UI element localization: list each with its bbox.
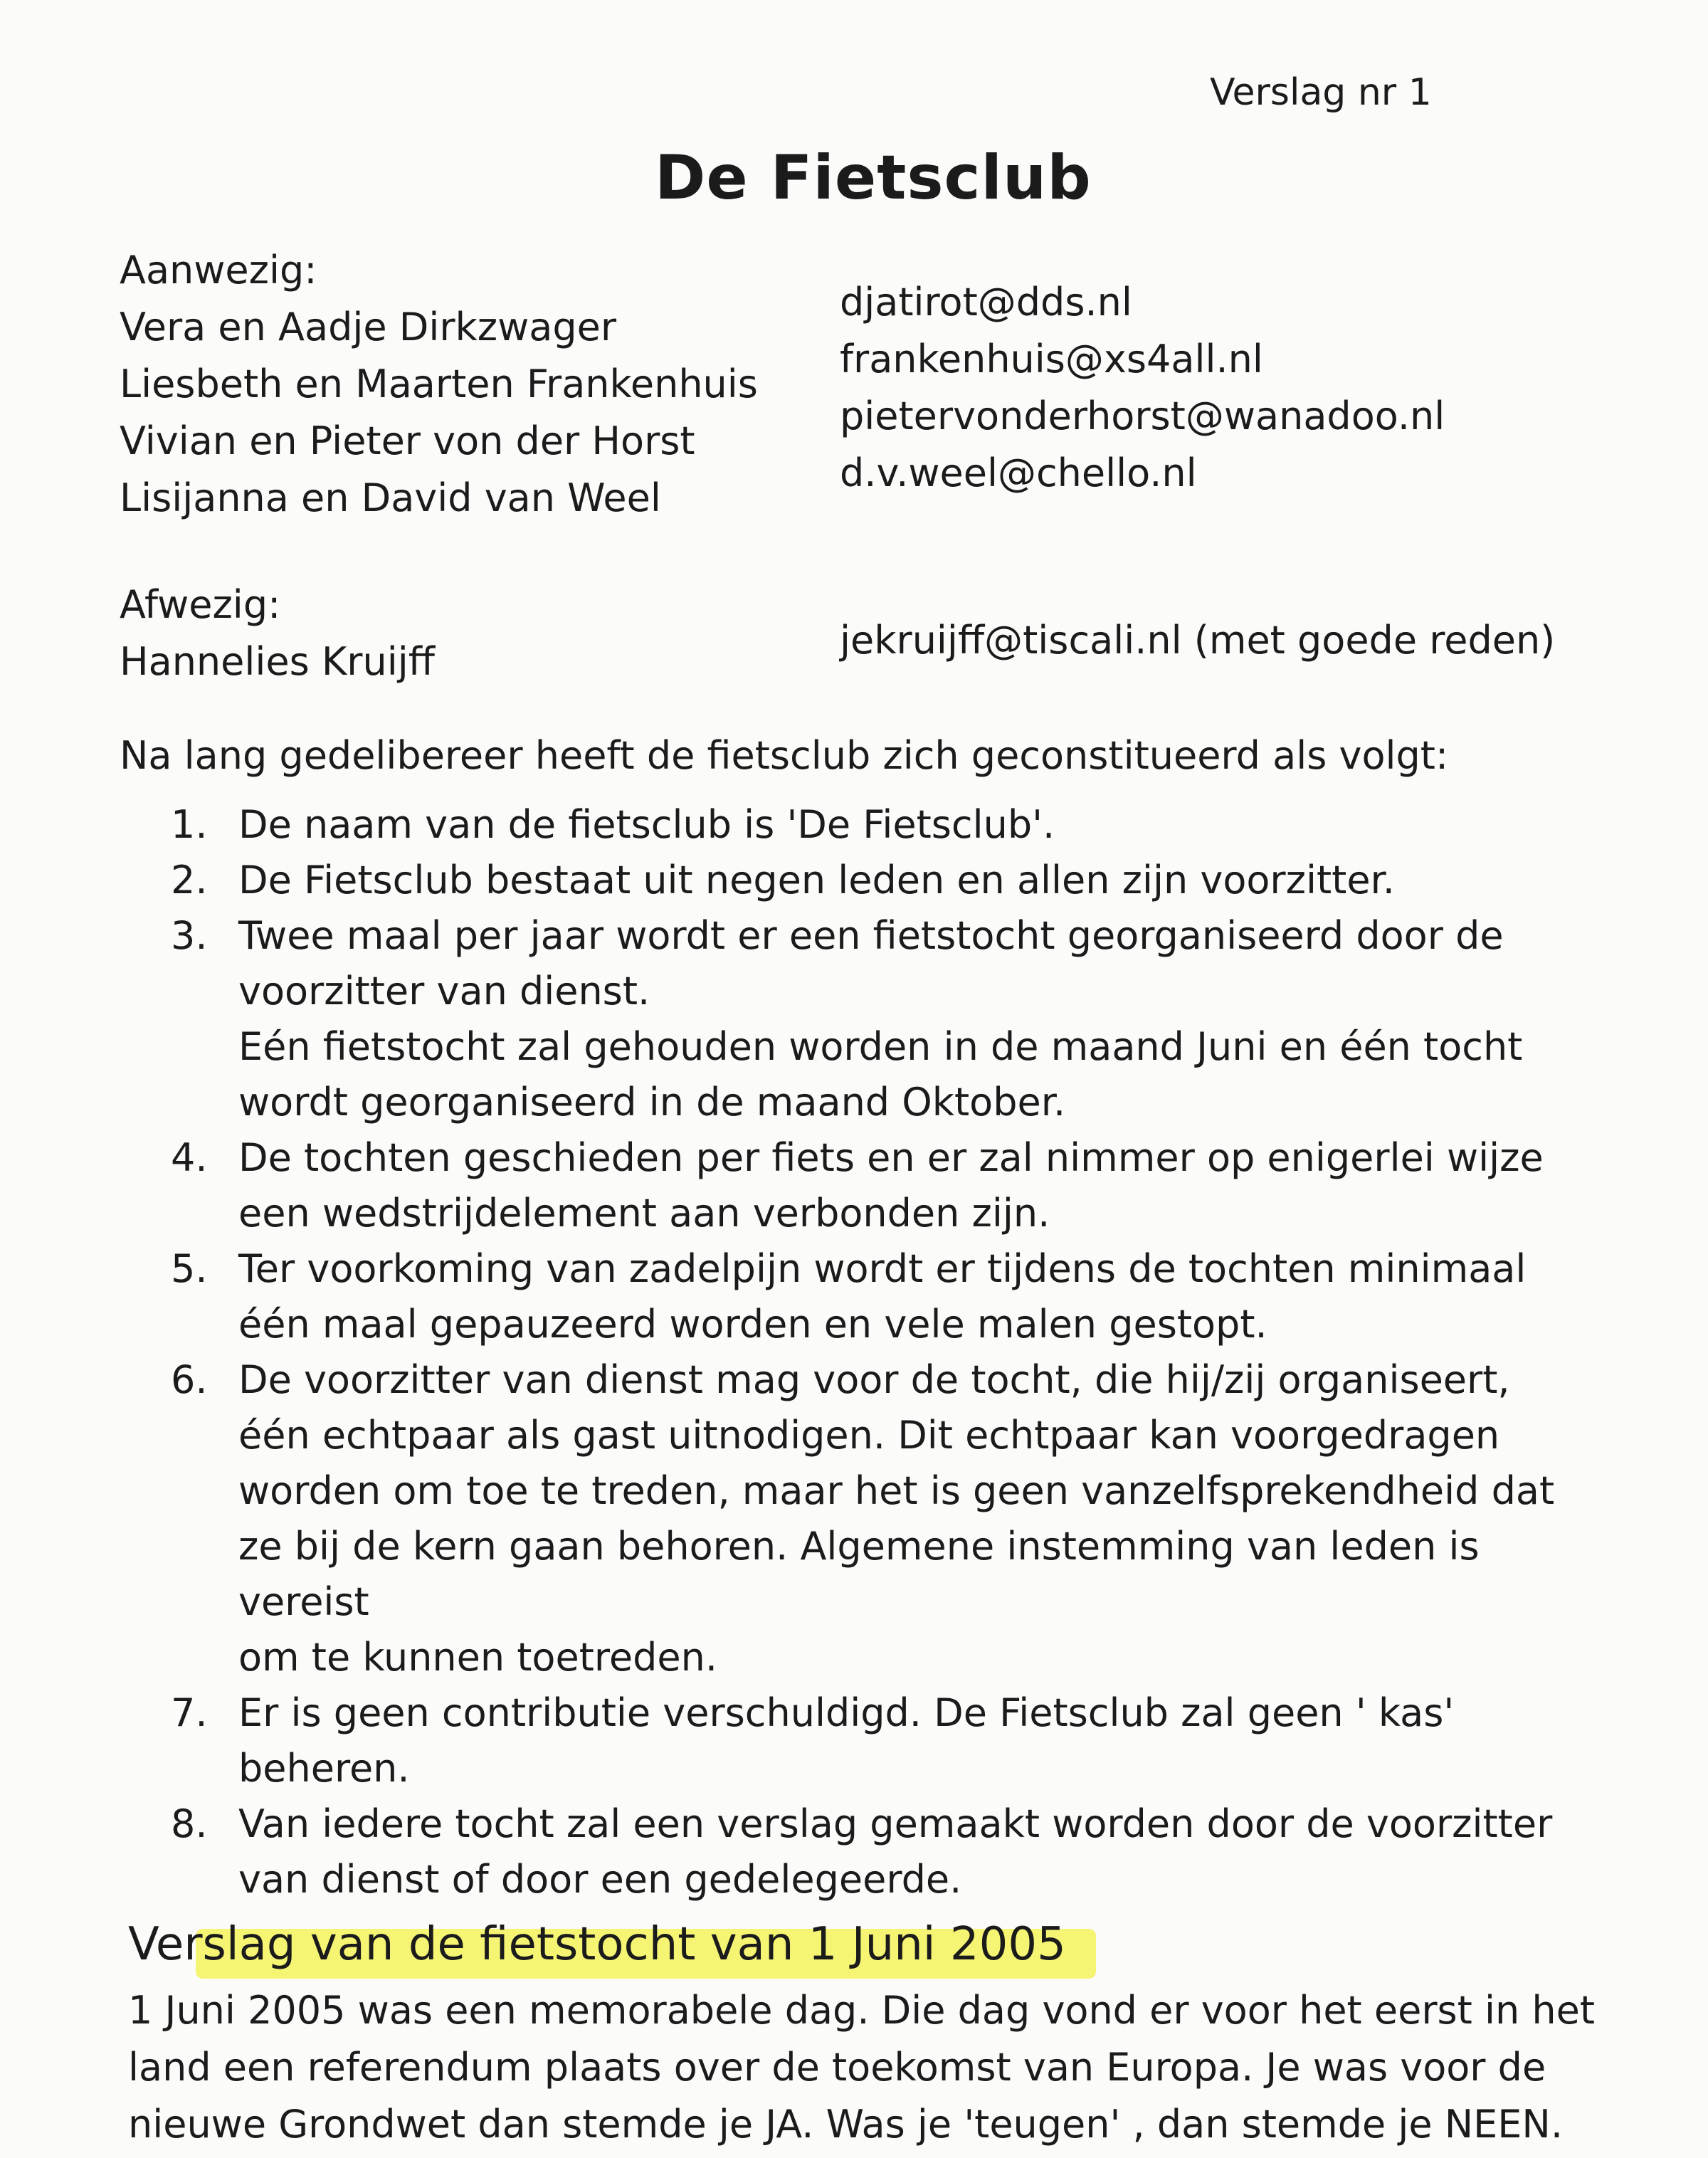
list-item bbox=[171, 1241, 1594, 1352]
absent-label: Afwezig: bbox=[120, 582, 281, 627]
list-item bbox=[171, 797, 1594, 853]
rule-number: 2. bbox=[171, 858, 208, 902]
rule-line: beheren. bbox=[238, 1746, 410, 1791]
member-email: frankenhuis@xs4all.nl bbox=[840, 337, 1263, 381]
rule-number: 8. bbox=[171, 1801, 208, 1846]
rule-line: ze bij de kern gaan behoren. Algemene instemming van leden is vereist bbox=[238, 1524, 1480, 1624]
member-email: d.v.weel@chello.nl bbox=[840, 451, 1197, 495]
list-item bbox=[171, 1796, 1594, 1907]
present-label: Aanwezig: bbox=[120, 248, 317, 293]
list-item bbox=[171, 1130, 1594, 1241]
rule-number: 1. bbox=[171, 802, 208, 847]
member-names: Liesbeth en Maarten Frankenhuis bbox=[120, 362, 758, 406]
rules-list bbox=[171, 797, 1594, 1907]
rule-line: Eén fietstocht zal gehouden worden in de maand Juni en één tocht bbox=[238, 1024, 1523, 1069]
rule-line: worden om toe te treden, maar het is geen vanzelfsprekendheid dat bbox=[238, 1468, 1555, 1513]
report-number: Verslag nr 1 bbox=[1210, 71, 1432, 114]
report-body bbox=[128, 1982, 1658, 2153]
rule-line: wordt georganiseerd in de maand Oktober. bbox=[238, 1080, 1066, 1125]
absent-names-block bbox=[120, 577, 435, 690]
rule-line: De voorzitter van dienst mag voor de tocht, die hij/zij organiseert, bbox=[238, 1357, 1510, 1402]
member-email: pietervonderhorst@wanadoo.nl bbox=[840, 394, 1445, 438]
list-item bbox=[171, 1352, 1594, 1685]
rule-number: 7. bbox=[171, 1690, 208, 1735]
rule-number: 4. bbox=[171, 1135, 208, 1180]
list-item bbox=[171, 853, 1594, 908]
absent-emails-block bbox=[840, 612, 1555, 669]
report-title: Verslag van de fietstocht van 1 Juni 2005 bbox=[128, 1918, 1066, 1971]
rule-line: Ter voorkoming van zadelpijn wordt er tijdens de tochten minimaal bbox=[238, 1246, 1527, 1291]
present-names-block bbox=[120, 242, 758, 527]
rule-line: De Fietsclub bestaat uit negen leden en allen zijn voorzitter. bbox=[238, 858, 1395, 902]
member-email: djatirot@dds.nl bbox=[840, 280, 1132, 325]
member-names: Hannelies Kruijff bbox=[120, 639, 435, 684]
rule-number: 6. bbox=[171, 1357, 208, 1402]
rule-line: een wedstrijdelement aan verbonden zijn. bbox=[238, 1191, 1050, 1236]
rule-line: Er is geen contributie verschuldigd. De Fietsclub zal geen ' kas' bbox=[238, 1690, 1455, 1735]
rule-line: één maal gepauzeerd worden en vele malen gestopt. bbox=[238, 1302, 1267, 1347]
present-emails-block bbox=[840, 274, 1445, 502]
list-item bbox=[171, 908, 1594, 1130]
rule-line: één echtpaar als gast uitnodigen. Dit echtpaar kan voorgedragen bbox=[238, 1413, 1500, 1458]
member-names: Lisijanna en David van Weel bbox=[120, 475, 661, 520]
report-line: nieuwe Grondwet dan stemde je JA. Was je 'teugen' , dan stemde je NEEN. bbox=[128, 2102, 1563, 2147]
member-names: Vera en Aadje Dirkzwager bbox=[120, 305, 617, 349]
constitution-intro: Na lang gedelibereer heeft de fietsclub zich geconstitueerd als volgt: bbox=[120, 733, 1449, 778]
report-line: land een referendum plaats over de toekomst van Europa. Je was voor de bbox=[128, 2045, 1546, 2090]
report-line: 1 Juni 2005 was een memorabele dag. Die dag vond er voor het eerst in het bbox=[128, 1988, 1596, 2033]
rule-number: 5. bbox=[171, 1246, 208, 1291]
list-item bbox=[171, 1685, 1594, 1796]
rule-line: van dienst of door een gedelegeerde. bbox=[238, 1857, 962, 1902]
rule-line: om te kunnen toetreden. bbox=[238, 1635, 717, 1680]
rule-line: Van iedere tocht zal een verslag gemaakt worden door de voorzitter bbox=[238, 1801, 1553, 1846]
member-names: Vivian en Pieter von der Horst bbox=[120, 419, 695, 463]
page-title: De Fietsclub bbox=[655, 142, 1092, 214]
rule-line: De tochten geschieden per fiets en er zal nimmer op enigerlei wijze bbox=[238, 1135, 1544, 1180]
rule-number: 3. bbox=[171, 913, 208, 958]
rule-line: De naam van de fietsclub is 'De Fietsclub'. bbox=[238, 802, 1055, 847]
member-email: jekruijff@tiscali.nl (met goede reden) bbox=[840, 618, 1556, 663]
rule-line: Twee maal per jaar wordt er een fietstocht georganiseerd door de bbox=[238, 913, 1504, 958]
rule-line: voorzitter van dienst. bbox=[238, 969, 650, 1014]
